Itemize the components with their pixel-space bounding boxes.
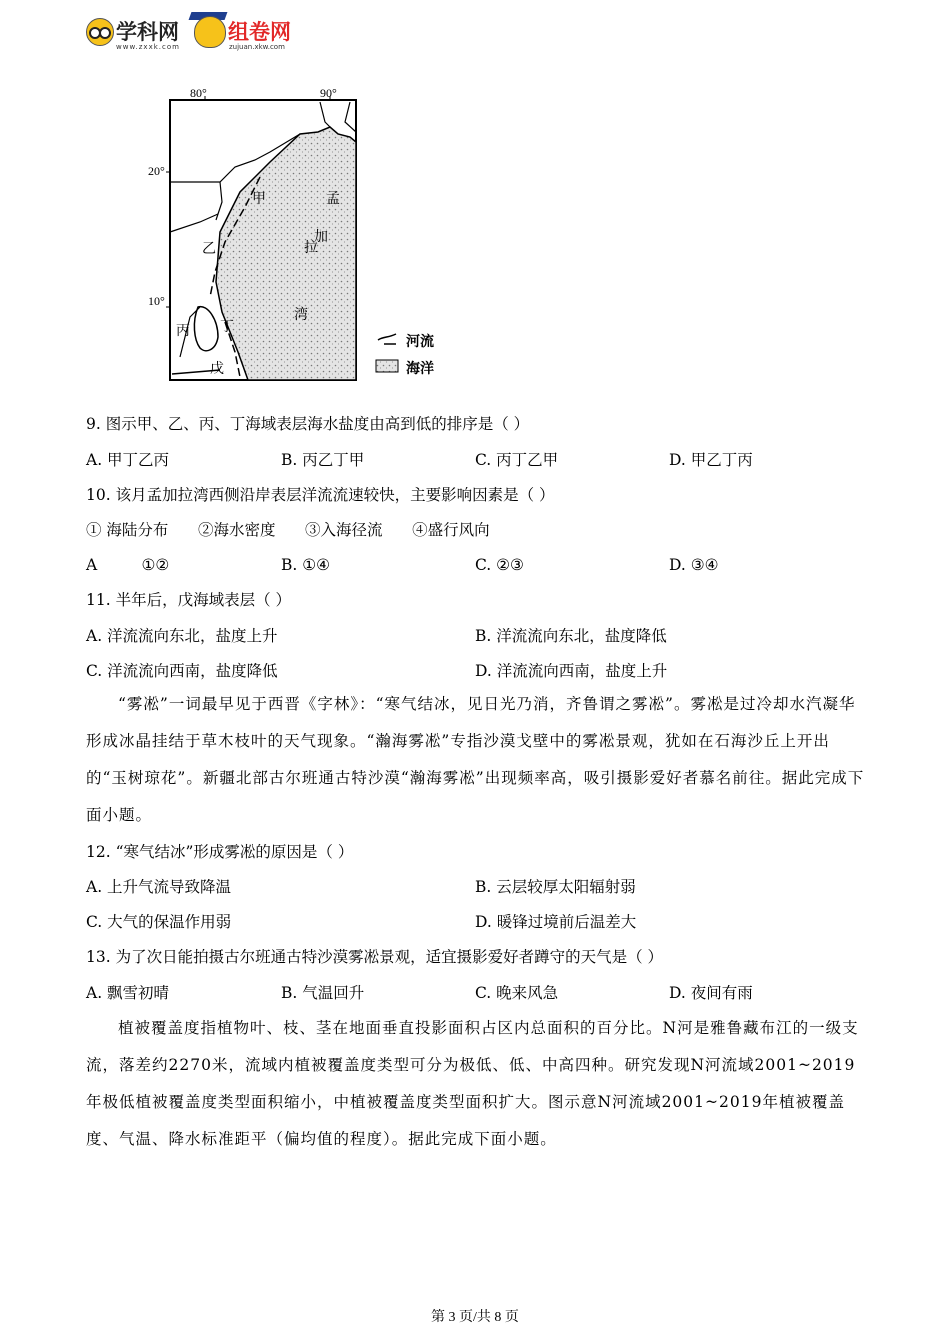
mascot2-icon — [194, 16, 226, 48]
label-ding: 丁 — [220, 319, 234, 335]
label-bing: 丙 — [176, 323, 190, 339]
q10-option-c: C. ②③ — [475, 556, 524, 574]
q12-option-a: A. 上升气流导致降温 — [86, 878, 232, 896]
q9-option-b: B. 丙乙丁甲 — [281, 451, 365, 469]
q10-items: ① 海陆分布 ②海水密度 ③入海径流 ④盛行风向 — [86, 521, 490, 539]
latitude-20: 20° — [148, 164, 165, 178]
q10-option-d: D. ③④ — [669, 556, 719, 574]
q9-option-c: C. 丙丁乙甲 — [475, 451, 559, 469]
header-logo — [86, 12, 316, 56]
page-number: 第 3 页/共 8 页 — [431, 1310, 519, 1325]
q10-option-b: B. ①④ — [281, 556, 331, 574]
q13-option-d: D. 夜间有雨 — [669, 984, 753, 1002]
label-yi: 乙 — [202, 241, 216, 257]
passage-vegetation: 植被覆盖度指植物叶、枝、茎在地面垂直投影面积占区内总面积的百分比。N河是雅鲁藏布江的一级支流，落差约2270米，流域内植被覆盖度类型可分为极低、低、中高四种。研究发现N河流域2001~2019年极低植被覆盖度类型面积缩小，中植被覆盖度类型面积扩大。图示意N河流域2001~2019年植被覆盖度、气温、降水标准距平（偏均值的程度）。据此完成下面小题。 — [86, 1019, 859, 1148]
longitude-80: 80° — [190, 86, 207, 100]
legend-river-icon — [378, 334, 396, 344]
q11-option-d: D. 洋流流向西南，盐度上升 — [475, 662, 668, 680]
q12-stem: 12. “寒气结冰”形成雾凇的原因是（ ） — [86, 843, 354, 861]
passage-wusong: “雾凇”一词最早见于西晋《字林》：“寒气结冰，见日光乃消，齐鲁谓之雾凇”。雾凇是过冷却水汽凝华形成冰晶挂结于草木枝叶的天气现象。“瀚海雾凇”专指沙漠戈壁中的雾凇景观，犹如在石海沙丘上开出的“玉树琼花”。新疆北部古尔班通古特沙漠“瀚海雾凇”出现频率高，吸引摄影爱好者慕名前往。据此完成下面小题。 — [86, 695, 865, 824]
q12-option-d: D. 暖锋过境前后温差大 — [475, 913, 637, 931]
q10-stem: 10. 该月孟加拉湾西侧沿岸表层洋流流速较快，主要影响因素是（ ） — [86, 486, 555, 504]
legend-ocean-label: 海洋 — [406, 361, 434, 377]
q13-option-b: B. 气温回升 — [281, 984, 365, 1002]
q12-option-c: C. 大气的保温作用弱 — [86, 913, 232, 931]
label-wan: 湾 — [294, 307, 308, 323]
q11-option-b: B. 洋流流向东北，盐度降低 — [475, 627, 667, 645]
q9-option-d: D. 甲乙丁丙 — [669, 451, 753, 469]
q13-option-c: C. 晚来风急 — [475, 984, 559, 1002]
mascot-icon — [86, 18, 114, 46]
label-wu: 戊 — [210, 361, 224, 377]
q11-option-a: A. 洋流流向东北，盐度上升 — [86, 627, 278, 645]
brand-xuekewang-url: www.zxxk.com — [116, 43, 180, 51]
bay-of-bengal-map — [148, 82, 460, 392]
label-jia2: 加 — [314, 229, 328, 245]
q11-stem: 11. 半年后，戊海域表层（ ） — [86, 591, 292, 609]
brand-zujuanwang: 组卷网 — [228, 20, 291, 44]
latitude-10: 10° — [148, 294, 165, 308]
q11-option-c: C. 洋流流向西南，盐度降低 — [86, 662, 278, 680]
longitude-90: 90° — [320, 86, 337, 100]
q9-stem: 9. 图示甲、乙、丙、丁海域表层海水盐度由高到低的排序是（ ） — [86, 415, 530, 433]
label-meng: 孟 — [326, 191, 340, 207]
q13-stem: 13. 为了次日能拍摄古尔班通古特沙漠雾凇景观，适宜摄影爱好者蹲守的天气是（ ） — [86, 948, 664, 966]
brand-xuekewang: 学科网 — [116, 20, 179, 44]
q10-option-a: A ①② — [86, 556, 170, 574]
brand-zujuanwang-url: zujuan.xkw.com — [229, 43, 285, 51]
label-la: 拉 — [304, 240, 318, 256]
q13-option-a: A. 飘雪初晴 — [86, 984, 170, 1002]
legend-ocean-icon — [376, 360, 398, 372]
label-jia: 甲 — [252, 191, 266, 207]
legend-river-label: 河流 — [406, 334, 434, 350]
q9-option-a: A. 甲丁乙丙 — [86, 451, 170, 469]
q12-option-b: B. 云层较厚太阳辐射弱 — [475, 878, 636, 896]
